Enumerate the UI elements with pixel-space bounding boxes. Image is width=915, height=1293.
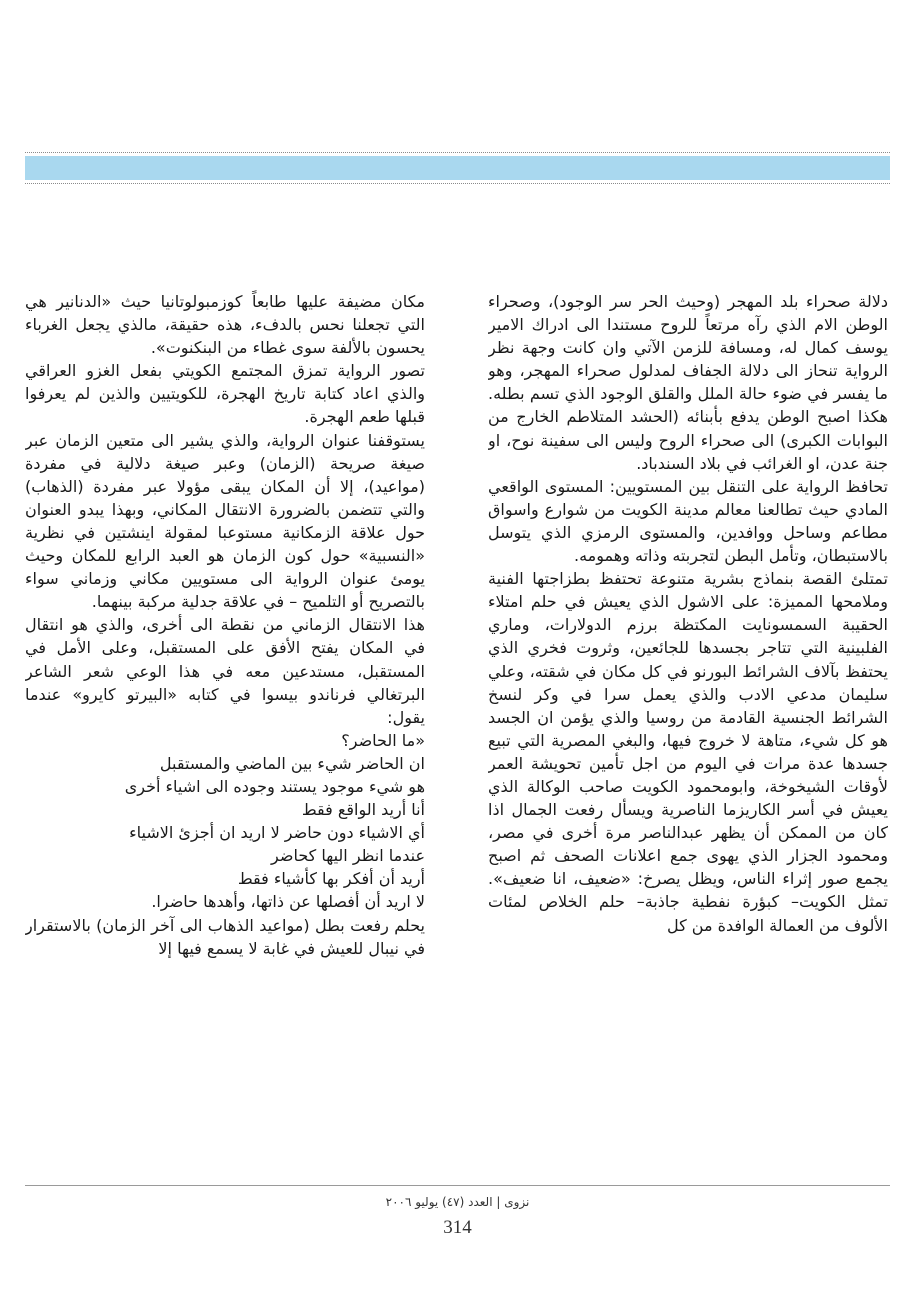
- header-band-top-rule: [25, 152, 890, 153]
- right-text-column: [488, 290, 888, 1178]
- poem-line: أريد أن أفكر بها كأشياء فقط: [237, 869, 425, 889]
- poem-line: أي الاشياء دون حاضر لا اريد ان أجزئ الاشياء: [129, 823, 425, 843]
- paragraph: يستوقفنا عنوان الرواية، والذي يشير الى متعين الزمان عبر صيغة صريحة (الزمان) وعبر صيغة دلالية في مفردة (مواعيد)، إلا أن المكان يبقى مؤولا عبر مفردة (الذهاب) والتي تتضمن بالضرورة الانتقال المكاني، وبهذا يبدو العنوان حول علاقة الزمكانية مستوعبا لمقولة اينشتين في نظرية «النسبية» حول كون الزمان هو العبد الرابع للمكان وحيث يومئ عنوان الرواية الى مستويين مكاني وزماني سواء بالتصريح أو التلميح – في علاقة جدلية مركبة بينهما.: [25, 430, 425, 612]
- poem-line: «ما الحاضر؟: [341, 730, 425, 750]
- footer-issue-info: نزوى | العدد (٤٧) يوليو ٢٠٠٦: [385, 1195, 530, 1209]
- paragraph: تحافظ الرواية على التنقل بين المستويين: المستوى الواقعي المادي حيث تطالعنا معالم مدينة الكويت من شوارع واسواق مطاعم وساحل ووافدين، والمستوى الرمزي الذي يتوسل بالاستبطان، وتأمل البطن لتجربته وذاته وهمومه.: [488, 476, 888, 566]
- paragraph: هذا الانتقال الزماني من نقطة الى أخرى، والذي هو انتقال في المكان يفتح الأفق على المستقبل، وعلى الأمل في المستقبل، مستدعين معه في هذا الوعي شعر الشاعر البرتغالي فرناندو بيسوا في كتابه «البيرتو كايرو» عندما يقول:: [25, 615, 425, 727]
- page-number: 314: [443, 1217, 472, 1238]
- paragraph: مكان مضيفة عليها طابعاً كوزمبولوتانيا حيث «الدنانير هي التي تجعلنا نحس بالدفء، هذه حقيقة، مالذي يجعل الغرباء يحسون بالألفة سوى غطاء من البنكنوت».: [25, 292, 425, 358]
- paragraph: يحلم رفعت بطل (مواعيد الذهاب الى آخر الزمان) بالاستقرار في نيبال للعيش في غابة لا يسمع فيها إلا: [25, 915, 425, 958]
- poem-line: لا اريد أن أفصلها عن ذاتها، وأهدها حاضرا.: [151, 892, 425, 912]
- paragraph: تمتلئ القصة بنماذج بشرية متنوعة تحتفظ بطزاجتها الفنية وملامحها المميزة: على الاشول الذي يعيش في حلم امتلاء الحقيبة السمسونايت المكتظة برزم الدولارات، وماري الفلبينية التي تتاجر بجسدها للجائعين، وثروت فخري الذي يحتفظ بآلاف الشرائط البورنو في كل مكان في شقته، وعلي سليمان مدعي الادب والذي يعمل سرا في وكر لنسخ الشرائط الجنسية القادمة من روسيا والذي يؤمن ان الجسد هو كل شيء، متاهة لا خروج فيها، والبغي المصرية التي تبيع جسدها عدة مرات في اليوم من اجل تأمين تحويشة العمر لأوقات الشيخوخة، وابومحمود الكويت صاحب الوكالة الذي يعيش في أسر الكاريزما الناصرية ويسأل رفعت الجمال اذا كان من الممكن أن يظهر عبدالناصر مرة أخرى في مصر، ومحمود الجزار الذي يهوى جمع اعلانات الصحف ثم اصبح يجمع صور إثراء الناس، ويظل يصرخ: «ضعيف، انا ضعيف». تمثل الكويت– كبؤرة نفطية جاذبة– حلم الخلاص لمئات الألوف من العمالة الوافدة من كل: [488, 569, 888, 935]
- footer-rule: [25, 1185, 890, 1186]
- poem-line: هو شيء موجود يستند وجوده الى اشياء أخرى: [124, 776, 425, 796]
- left-text-column: [25, 290, 425, 1178]
- paragraph: تصور الرواية تمزق المجتمع الكويتي بفعل الغزو العراقي والذي اعاد كتابة تاريخ الهجرة، للكويتيين والذين لم يعرفوا قبلها طعم الهجرة.: [25, 361, 425, 427]
- paragraph: دلالة صحراء بلد المهجر (وحيث الحر سر الوجود)، وصحراء الوطن الام الذي رآه مرتعاً للروح مستندا الى ادراك الامير يوسف كمال له، ومسافة للزمن الآتي وان كانت وجهة نظر الرواية تنحاز الى دلالة الجفاف لمدلول صحراء المهجر، وهو ما يفسر في ضوء حالة الملل والقلق الوجود الذي تسم بطله. هكذا اصبح الوطن يدفع بأبنائه (الحشد المتلاطم الخارج من البوابات الكبرى) الى صحراء الروح وليس الى سفينة نوح، او جنة عدن، او الغرائب في بلاد السندباد.: [488, 292, 888, 473]
- poem-line: عندما انظر اليها كحاضر: [271, 846, 425, 866]
- poem-line: ان الحاضر شيء بين الماضي والمستقبل: [159, 753, 425, 773]
- poem-line: أنا أريد الواقع فقط: [301, 800, 425, 820]
- header-band-bottom-rule: [25, 183, 890, 184]
- header-color-band: [25, 156, 890, 180]
